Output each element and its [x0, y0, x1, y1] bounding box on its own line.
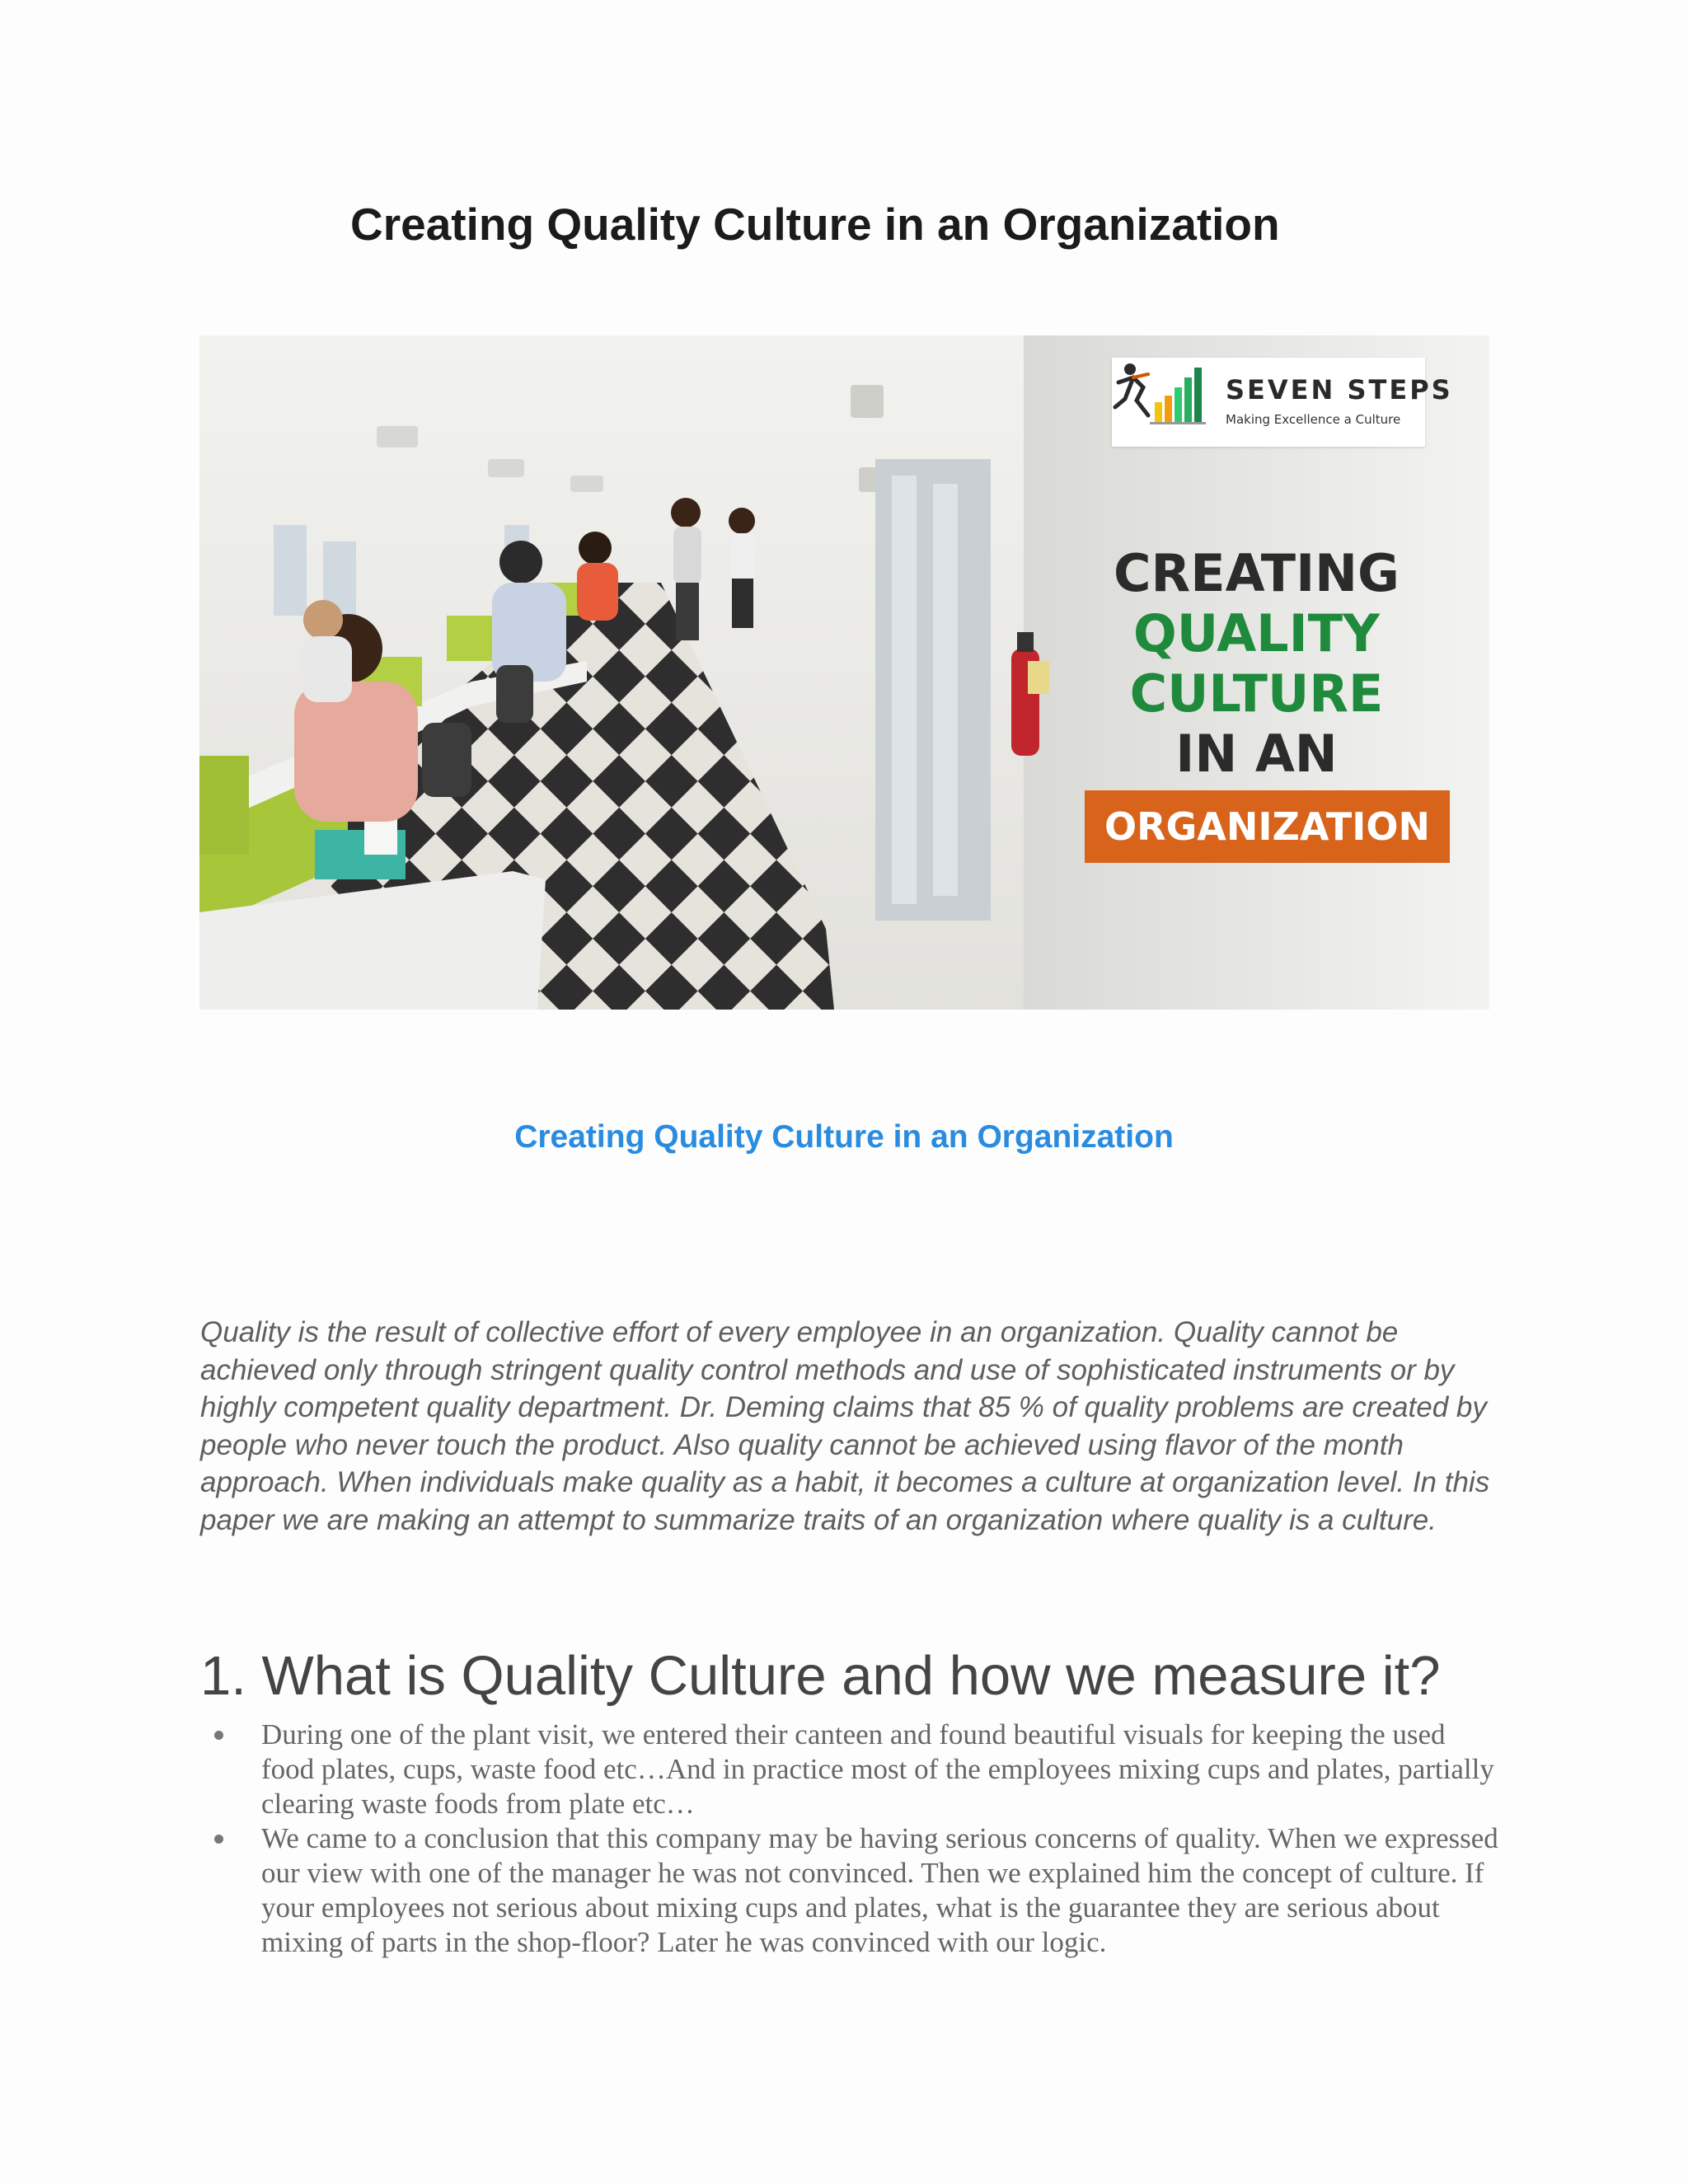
abstract-paragraph: Quality is the result of collective effort of every employee in an organization. Quality cannot be achieved only through stringent quality control methods and use of sophisticated instruments or by highly competent quality department. Dr. Deming claims that 85 % of quality problems are created by people who never touch the product. Also quality cannot be achieved using flavor of the month approach. When individuals make quality as a habit, it becomes a culture at organization level. In this paper we are making an attempt to summarize traits of an organization where quality is a culture. — [200, 1316, 1490, 1536]
bullet-list — [200, 1718, 1503, 1960]
hero-organization-badge: ORGANIZATION — [1085, 790, 1450, 863]
hero-headline-line: CREATING — [1114, 543, 1400, 603]
hero-headline-line: IN AN — [1175, 724, 1338, 784]
seven-steps-logo — [1112, 358, 1453, 447]
document-subtitle: Creating Quality Culture in an Organization — [514, 1119, 1174, 1155]
hero-headline-line: CULTURE — [1129, 663, 1384, 724]
document-title: Creating Quality Culture in an Organization — [350, 199, 1280, 250]
list-item — [200, 1718, 1503, 1821]
list-item — [200, 1821, 1503, 1960]
bullet-icon — [214, 1731, 223, 1740]
bullet-icon — [214, 1835, 223, 1844]
logo-tagline: Making Excellence a Culture — [1226, 412, 1401, 427]
hero-headline-line: QUALITY — [1133, 603, 1380, 663]
hero-banner-image — [199, 335, 1489, 1010]
logo-brand-name: SEVEN STEPS — [1226, 374, 1453, 405]
list-item-text: During one of the plant visit, we entered their canteen and found beautiful visuals for keeping the used food plates, cups, waste food etc…And in practice most of the employees mixing cups and plates, partially clearing waste foods from plate etc… — [261, 1718, 1494, 1820]
list-item-text: We came to a conclusion that this company may be having serious concerns of quality. When we expressed our view with one of the manager he was not convinced. Then we explained him the concept of culture. If your employees not serious about mixing cups and plates, what is the guarantee they are serious about mixing of parts in the shop-floor? Later he was convinced with our logic. — [261, 1822, 1498, 1958]
runner-with-bar-steps-icon — [1112, 358, 1209, 427]
section-heading: 1. What is Quality Culture and how we measure it? — [200, 1645, 1441, 1707]
